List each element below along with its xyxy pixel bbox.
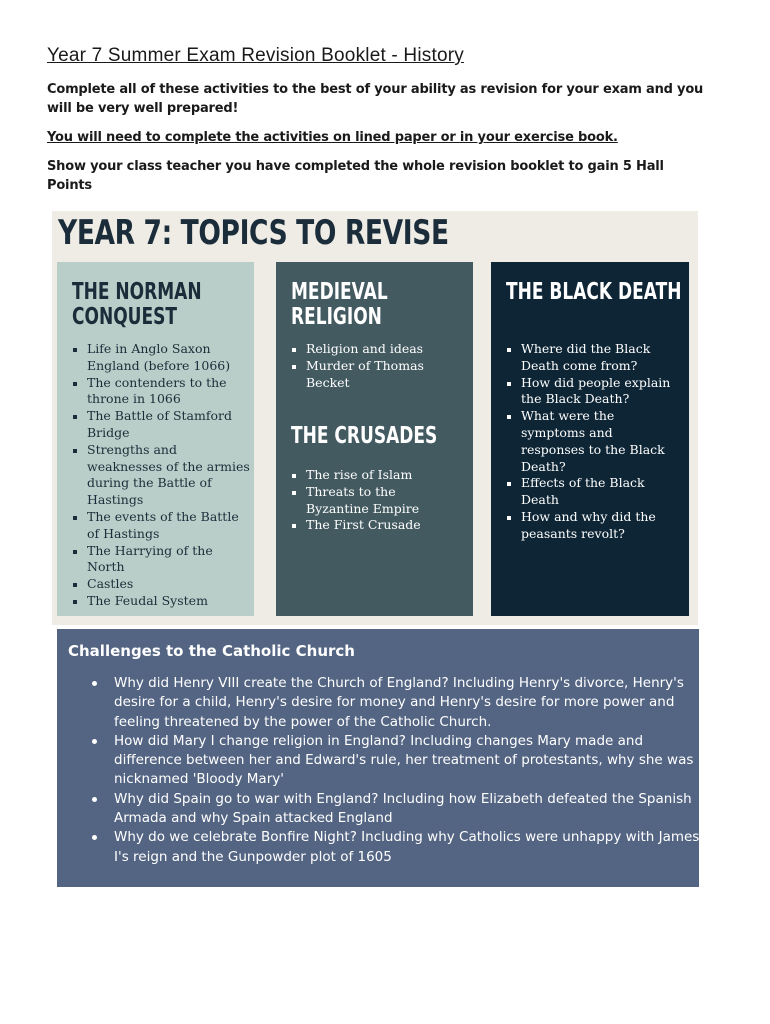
medieval-religion-card	[276, 262, 473, 616]
list-item: The Feudal System	[87, 593, 252, 610]
list-item: The contenders to the throne in 1066	[87, 375, 252, 409]
list-item: How did Mary I change religion in England? Including changes Mary made and difference between her and Edward's rule, her treatment of protestants, why she was nicknamed 'Bloody Mary'	[114, 732, 706, 790]
topics-heading: YEAR 7: TOPICS TO REVISE	[58, 213, 449, 253]
list-item: Strengths and weaknesses of the armies during the Battle of Hastings	[87, 442, 252, 509]
list-item: Castles	[87, 576, 252, 593]
black-death-title: THE BLACK DEATH	[506, 279, 682, 305]
list-item: Effects of the Black Death	[521, 475, 671, 509]
religion-title-line2: RELIGION	[291, 304, 382, 330]
crusades-topic-list	[290, 467, 456, 534]
intro-hall-points: Show your class teacher you have completed the whole revision booklet to gain 5 Hall Points	[47, 159, 664, 193]
catholic-church-panel	[57, 629, 699, 887]
list-item: The events of the Battle of Hastings	[87, 509, 252, 543]
list-item: Threats to the Byzantine Empire	[306, 484, 456, 518]
list-item: The Battle of Stamford Bridge	[87, 408, 252, 442]
list-item: Why did Spain go to war with England? Including how Elizabeth defeated the Spanish Armada and why Spain attacked England	[114, 790, 706, 829]
list-item: How and why did the peasants revolt?	[521, 509, 671, 543]
crusades-title: THE CRUSADES	[291, 423, 438, 449]
list-item: Religion and ideas	[306, 341, 456, 358]
list-item: Why do we celebrate Bonfire Night? Including why Catholics were unhappy with James I's reign and the Gunpowder plot of 1605	[114, 828, 706, 867]
intro-lined-paper-note: You will need to complete the activities on lined paper or in your exercise book.	[47, 130, 618, 145]
list-item: The Harrying of the North	[87, 543, 252, 577]
page-title: Year 7 Summer Exam Revision Booklet - History	[47, 45, 464, 66]
church-panel-title: Challenges to the Catholic Church	[68, 642, 355, 660]
list-item: What were the symptoms and responses to the Black Death?	[521, 408, 671, 475]
list-item: Why did Henry VIII create the Church of England? Including Henry's divorce, Henry's desire for a child, Henry's desire for money and Henry's desire for more power and feeling threatened by the power of the Catholic Church.	[114, 674, 706, 732]
religion-title-line1: MEDIEVAL	[291, 279, 388, 305]
norman-conquest-card	[57, 262, 254, 616]
norman-title-line1: THE NORMAN	[72, 279, 202, 305]
black-death-card	[491, 262, 689, 616]
list-item: How did people explain the Black Death?	[521, 374, 671, 407]
norman-title-line2: CONQUEST	[72, 304, 177, 330]
list-item: Where did the Black Death come from?	[521, 341, 671, 375]
list-item: Life in Anglo Saxon England (before 1066)	[87, 341, 252, 375]
church-question-list	[97, 674, 706, 867]
list-item: Murder of Thomas Becket	[306, 358, 456, 392]
list-item: The rise of Islam	[306, 467, 456, 484]
religion-topic-list	[290, 341, 456, 391]
list-item: The First Crusade	[306, 517, 456, 534]
norman-topic-list	[71, 341, 252, 610]
topics-panel	[52, 211, 698, 625]
black-death-topic-list	[505, 341, 671, 543]
intro-instructions: Complete all of these activities to the best of your ability as revision for your exam and you will be very well prepared!	[47, 82, 704, 116]
